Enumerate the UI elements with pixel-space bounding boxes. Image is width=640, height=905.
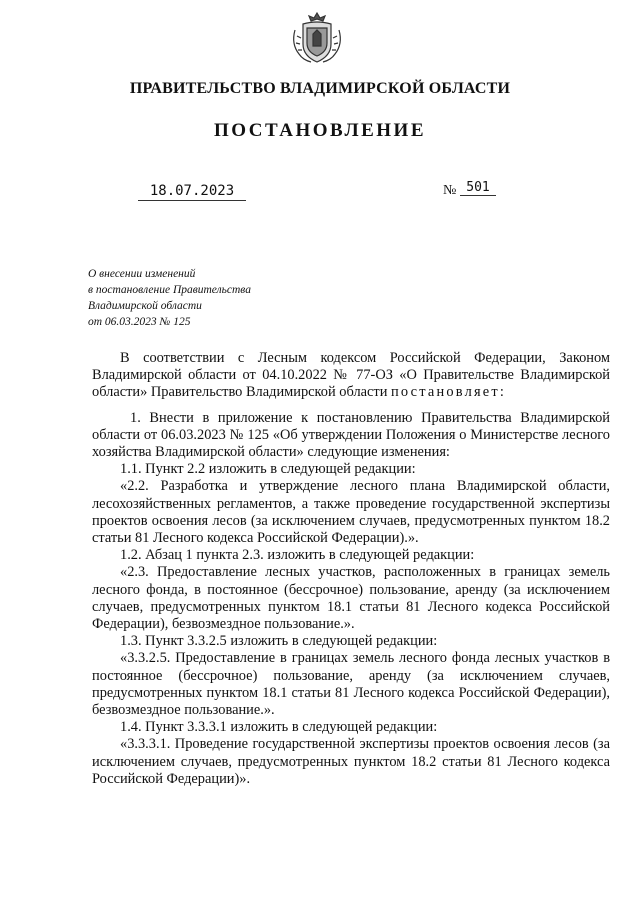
document-type-title: ПОСТАНОВЛЕНИЕ [213,120,427,141]
paragraph-1-2-text: «2.3. Предоставление лесных участков, расположенных в границах земель лесного фонда, в постоянное (бессрочное) пользование, аренду (за исключением случаев, предусмотренных пунктом 18.1 статьи 81 Лесного кодекса Российской Федерации), безвозмездное пользование.». [92,564,610,633]
document-date: 18.07.2023 [138,183,246,201]
coat-of-arms-emblem [289,10,345,66]
decree-word: постановляет: [391,384,507,401]
paragraph-1-1-text: «2.2. Разработка и утверждение лесного плана Владимирской области, лесохозяйственных регламентов, а также проведение государственной экспертизы проектов освоения лесов (за исключением случаев, предусмотренных пунктом 18.2 статьи 81 Лесного кодекса Российской Федерации).». [92,478,610,547]
subject-line: в постановление Правительства [88,284,251,296]
preamble-paragraph [92,350,610,402]
preamble-text: В соответствии с Лесным кодексом Российской Федерации, Законом Владимирской области от 04.10.2022 № 77-ОЗ «О Правительстве Владимирской области» Правительство Владимирской области [92,350,610,401]
paragraph-1: 1. Внести в приложение к постановлению Правительства Владимирской области от 06.03.2023 № 125 «Об утверждении Положения о Министерстве лесного хозяйства Владимирской области» следующие изменения: [92,409,610,461]
subject-block [88,266,251,330]
subject-line: Владимирской области [88,300,202,312]
subject-line: О внесении изменений [88,268,196,280]
document-body [92,350,610,788]
subject-line: от 06.03.2023 № 125 [88,316,191,328]
paragraph-1-3: 1.3. Пункт 3.3.2.5 изложить в следующей редакции: [120,633,438,650]
paragraph-1-1: 1.1. Пункт 2.2 изложить в следующей редакции: [120,461,416,478]
paragraph-1-3-text: «3.3.2.5. Предоставление в границах земель лесного фонда лесных участков в постоянное (бессрочное) пользование, аренду (за исключением случаев, предусмотренных пунктом 18.1 статьи 81 Лесного кодекса Российской Федерации), безвозмездное пользование.». [92,650,610,719]
paragraph-1-4: 1.4. Пункт 3.3.3.1 изложить в следующей редакции: [120,719,438,736]
paragraph-1-2: 1.2. Абзац 1 пункта 2.3. изложить в следующей редакции: [120,547,475,564]
government-name: ПРАВИТЕЛЬСТВО ВЛАДИМИРСКОЙ ОБЛАСТИ [129,80,511,97]
number-label: № [443,183,457,198]
document-number: 501 [460,180,496,196]
paragraph-1-4-text: «3.3.3.1. Проведение государственной экспертизы проектов освоения лесов (за исключением случаев, предусмотренных пунктом 18.2 статьи 81 Лесного кодекса Российской Федерации)». [92,736,610,787]
